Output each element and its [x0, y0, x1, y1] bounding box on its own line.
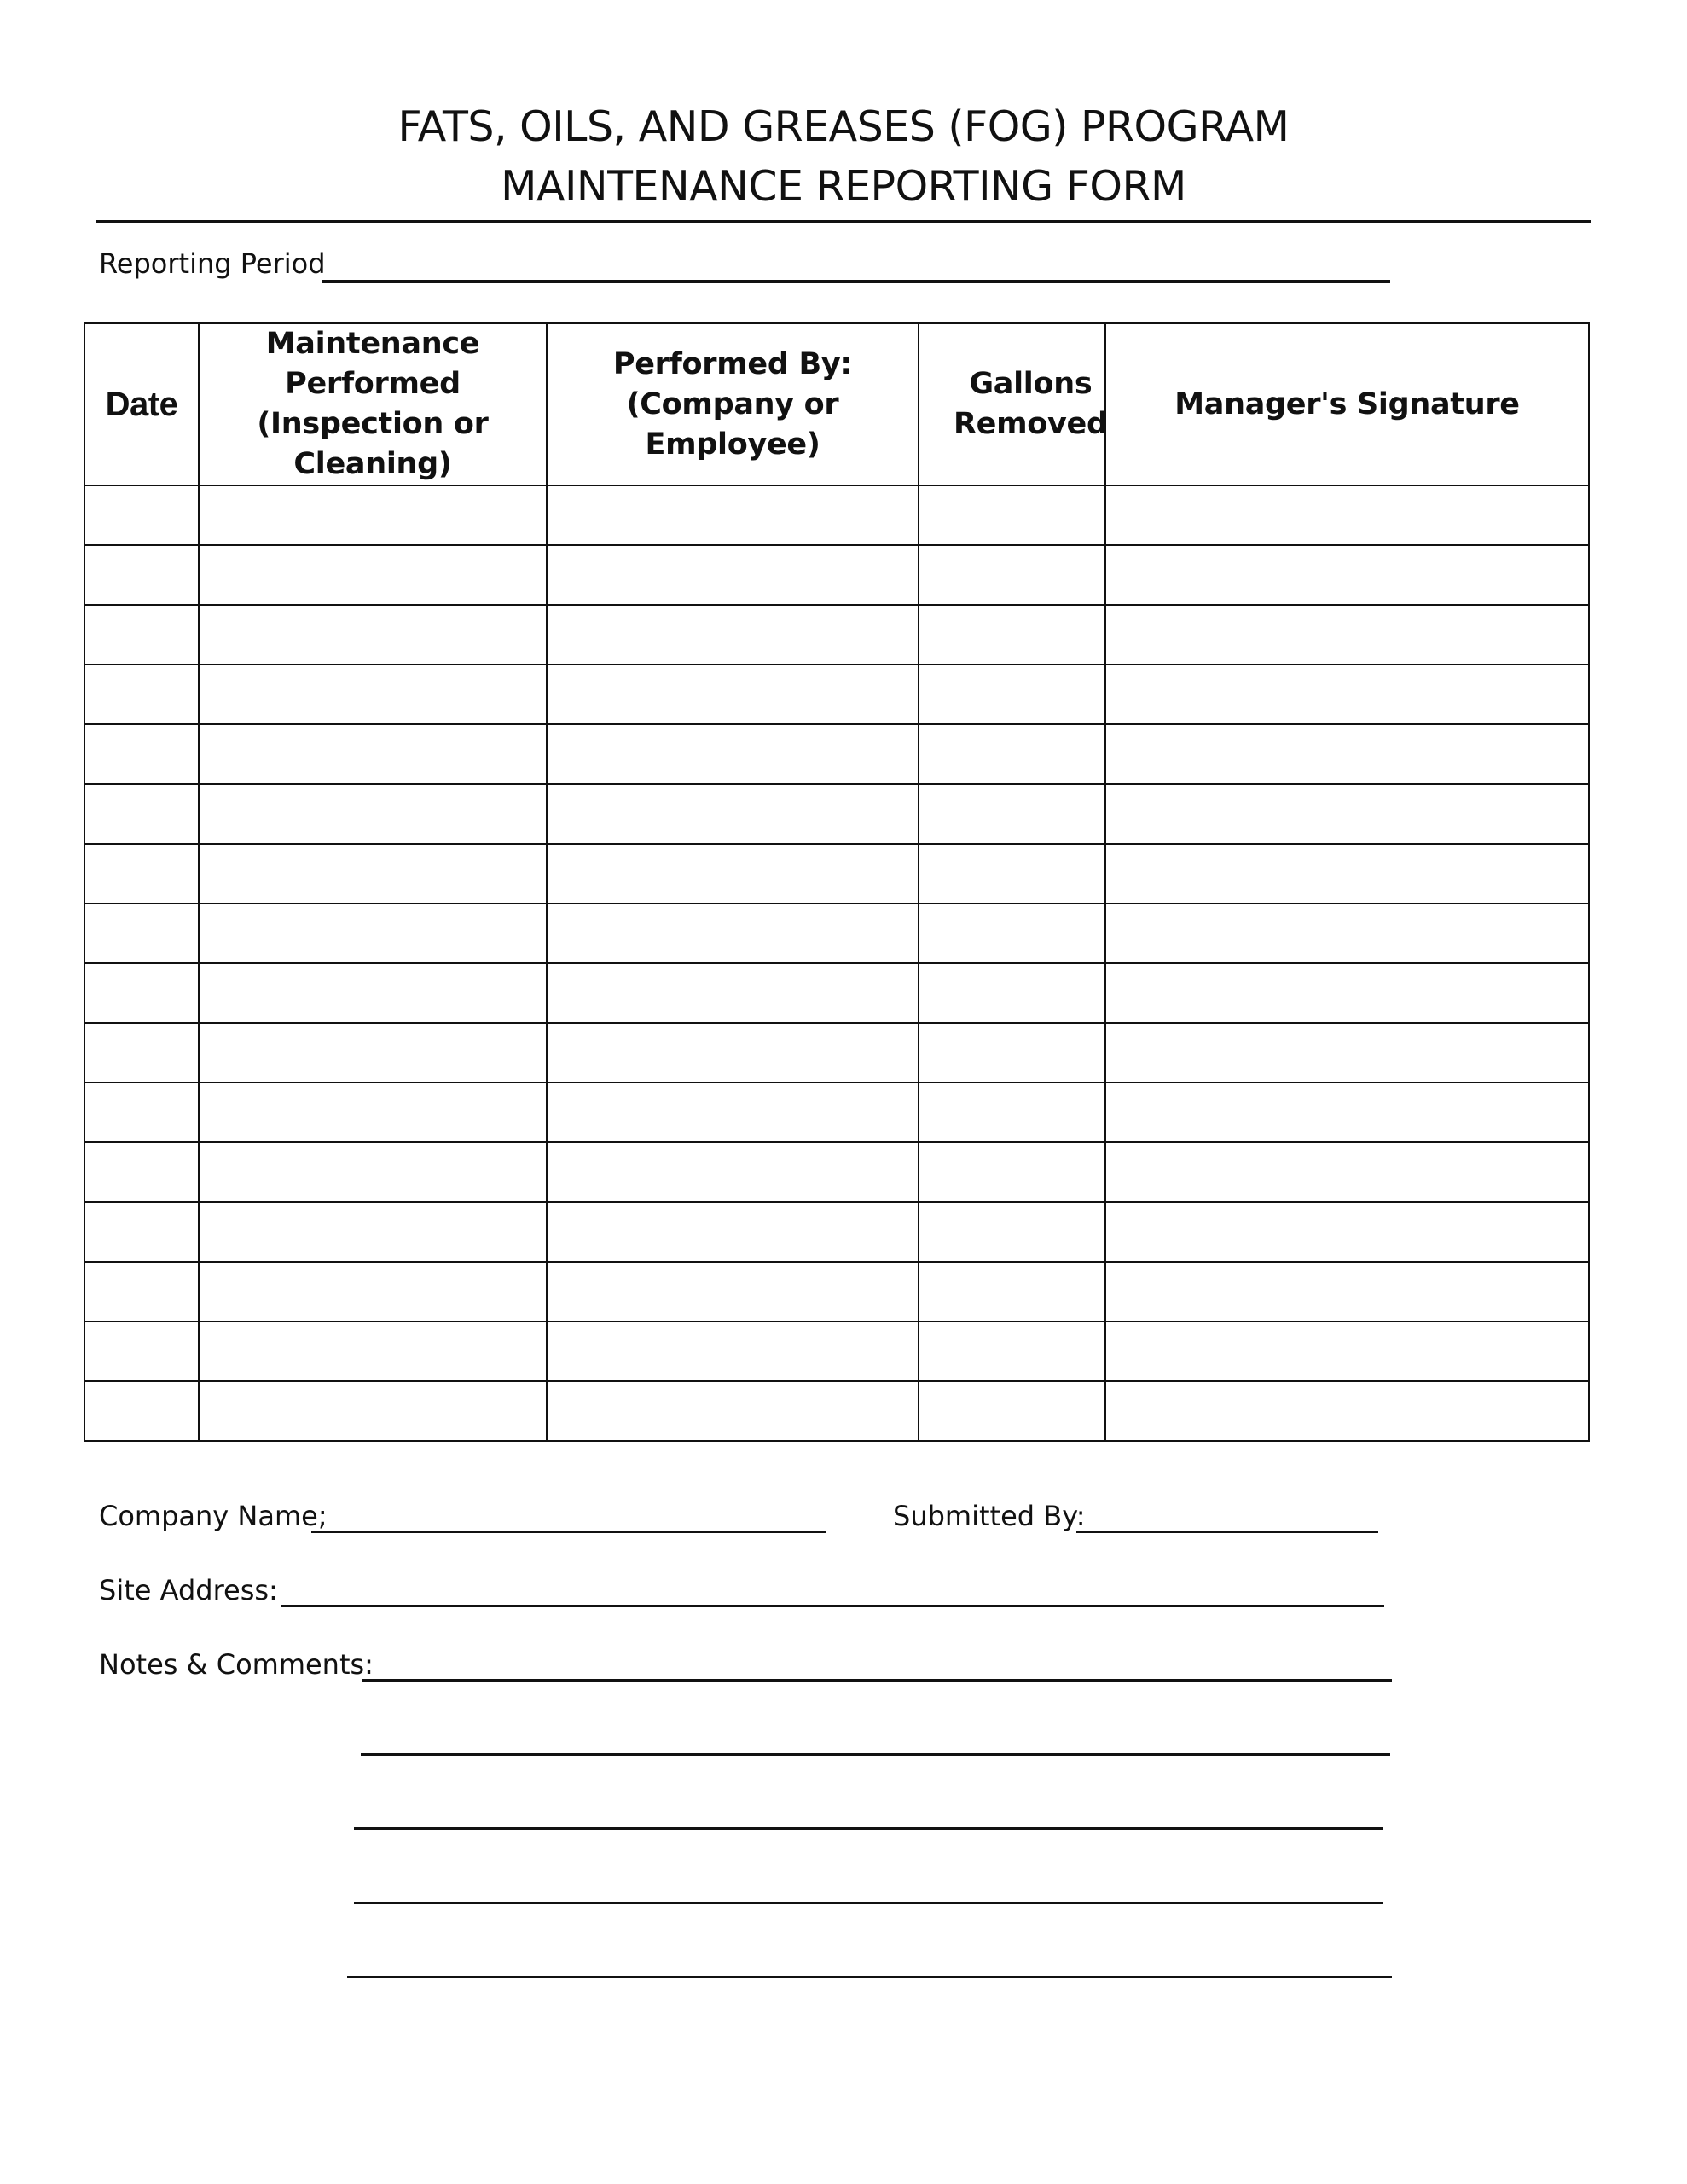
- cell-maintenance-performed[interactable]: [199, 485, 547, 545]
- cell-gallons-removed[interactable]: [919, 1381, 1105, 1441]
- cell-date[interactable]: [84, 724, 199, 784]
- cell-gallons-removed[interactable]: [919, 844, 1105, 903]
- reporting-period-field[interactable]: [322, 280, 1390, 283]
- notes-line-4[interactable]: [354, 1902, 1383, 1904]
- cell-gallons-removed[interactable]: [919, 1262, 1105, 1321]
- cell-date[interactable]: [84, 844, 199, 903]
- cell-gallons-removed[interactable]: [919, 545, 1105, 605]
- cell-maintenance-performed[interactable]: [199, 1321, 547, 1381]
- column-header-date: Date: [84, 323, 199, 485]
- cell-maintenance-performed[interactable]: [199, 605, 547, 665]
- cell-performed-by[interactable]: [547, 844, 919, 903]
- cell-maintenance-performed[interactable]: [199, 724, 547, 784]
- cell-maintenance-performed[interactable]: [199, 1262, 547, 1321]
- table-header-row: [84, 323, 1589, 485]
- cell-date[interactable]: [84, 1142, 199, 1202]
- cell-date[interactable]: [84, 903, 199, 963]
- cell-managers-signature[interactable]: [1105, 1202, 1589, 1262]
- cell-gallons-removed[interactable]: [919, 903, 1105, 963]
- cell-date[interactable]: [84, 1023, 199, 1083]
- cell-performed-by[interactable]: [547, 1321, 919, 1381]
- cell-managers-signature[interactable]: [1105, 844, 1589, 903]
- notes-line-5[interactable]: [347, 1976, 1392, 1978]
- cell-performed-by[interactable]: [547, 545, 919, 605]
- cell-managers-signature[interactable]: [1105, 545, 1589, 605]
- cell-date[interactable]: [84, 1321, 199, 1381]
- cell-date[interactable]: [84, 963, 199, 1023]
- notes-comments-label: Notes & Comments:: [99, 1648, 374, 1681]
- table-row: [84, 605, 1589, 665]
- cell-maintenance-performed[interactable]: [199, 903, 547, 963]
- column-header-performed-by: Performed By: (Company or Employee): [547, 323, 919, 485]
- cell-managers-signature[interactable]: [1105, 1083, 1589, 1142]
- column-header-maintenance-performed: Maintenance Performed (Inspection or Cleaning): [199, 323, 547, 485]
- cell-maintenance-performed[interactable]: [199, 963, 547, 1023]
- cell-performed-by[interactable]: [547, 724, 919, 784]
- cell-maintenance-performed[interactable]: [199, 1202, 547, 1262]
- cell-maintenance-performed[interactable]: [199, 1142, 547, 1202]
- cell-gallons-removed[interactable]: [919, 665, 1105, 724]
- cell-gallons-removed[interactable]: [919, 1321, 1105, 1381]
- cell-performed-by[interactable]: [547, 1083, 919, 1142]
- cell-managers-signature[interactable]: [1105, 665, 1589, 724]
- submitted-by-field[interactable]: [1076, 1531, 1378, 1533]
- table-row: [84, 1142, 1589, 1202]
- cell-managers-signature[interactable]: [1105, 724, 1589, 784]
- table-row: [84, 963, 1589, 1023]
- company-name-label: Company Name;: [99, 1500, 328, 1532]
- cell-gallons-removed[interactable]: [919, 963, 1105, 1023]
- cell-gallons-removed[interactable]: [919, 784, 1105, 844]
- cell-gallons-removed[interactable]: [919, 605, 1105, 665]
- table-row: [84, 1381, 1589, 1441]
- table-row: [84, 545, 1589, 605]
- cell-gallons-removed[interactable]: [919, 1083, 1105, 1142]
- cell-date[interactable]: [84, 545, 199, 605]
- cell-maintenance-performed[interactable]: [199, 665, 547, 724]
- cell-performed-by[interactable]: [547, 1142, 919, 1202]
- cell-maintenance-performed[interactable]: [199, 545, 547, 605]
- maintenance-log-table: [84, 322, 1590, 1442]
- company-name-field[interactable]: [311, 1531, 826, 1533]
- cell-managers-signature[interactable]: [1105, 963, 1589, 1023]
- table-row: [84, 784, 1589, 844]
- cell-performed-by[interactable]: [547, 963, 919, 1023]
- column-header-managers-signature: Manager's Signature: [1105, 323, 1589, 485]
- cell-gallons-removed[interactable]: [919, 1023, 1105, 1083]
- form-title-line-2: MAINTENANCE REPORTING FORM: [501, 162, 1186, 211]
- notes-line-1[interactable]: [362, 1679, 1392, 1682]
- cell-performed-by[interactable]: [547, 784, 919, 844]
- cell-date[interactable]: [84, 1083, 199, 1142]
- cell-managers-signature[interactable]: [1105, 1023, 1589, 1083]
- cell-performed-by[interactable]: [547, 1202, 919, 1262]
- cell-date[interactable]: [84, 784, 199, 844]
- cell-performed-by[interactable]: [547, 665, 919, 724]
- cell-maintenance-performed[interactable]: [199, 844, 547, 903]
- cell-performed-by[interactable]: [547, 1381, 919, 1441]
- cell-managers-signature[interactable]: [1105, 903, 1589, 963]
- cell-performed-by[interactable]: [547, 1262, 919, 1321]
- cell-maintenance-performed[interactable]: [199, 1083, 547, 1142]
- site-address-field[interactable]: [281, 1605, 1384, 1607]
- site-address-label: Site Address:: [99, 1574, 278, 1606]
- cell-date[interactable]: [84, 1381, 199, 1441]
- cell-maintenance-performed[interactable]: [199, 784, 547, 844]
- cell-maintenance-performed[interactable]: [199, 1023, 547, 1083]
- cell-gallons-removed[interactable]: [919, 1202, 1105, 1262]
- table-row: [84, 724, 1589, 784]
- cell-date[interactable]: [84, 485, 199, 545]
- cell-date[interactable]: [84, 1202, 199, 1262]
- table-row: [84, 903, 1589, 963]
- maintenance-log-body: [84, 485, 1589, 1441]
- cell-managers-signature[interactable]: [1105, 784, 1589, 844]
- cell-performed-by[interactable]: [547, 485, 919, 545]
- table-row: [84, 1023, 1589, 1083]
- title-divider: [96, 220, 1591, 223]
- table-row: [84, 485, 1589, 545]
- cell-managers-signature[interactable]: [1105, 485, 1589, 545]
- cell-gallons-removed[interactable]: [919, 724, 1105, 784]
- cell-managers-signature[interactable]: [1105, 1142, 1589, 1202]
- form-title-line-1: FATS, OILS, AND GREASES (FOG) PROGRAM: [397, 102, 1290, 151]
- cell-date[interactable]: [84, 1262, 199, 1321]
- cell-performed-by[interactable]: [547, 605, 919, 665]
- cell-gallons-removed[interactable]: [919, 485, 1105, 545]
- table-row: [84, 1321, 1589, 1381]
- notes-line-3[interactable]: [354, 1827, 1383, 1830]
- cell-managers-signature[interactable]: [1105, 1262, 1589, 1321]
- cell-gallons-removed[interactable]: [919, 1142, 1105, 1202]
- cell-managers-signature[interactable]: [1105, 605, 1589, 665]
- cell-date[interactable]: [84, 605, 199, 665]
- reporting-period-label: Reporting Period: [99, 247, 326, 280]
- table-row: [84, 844, 1589, 903]
- cell-performed-by[interactable]: [547, 903, 919, 963]
- column-header-gallons-removed: Gallons Removed: [919, 323, 1105, 485]
- cell-date[interactable]: [84, 665, 199, 724]
- submitted-by-label: Submitted By:: [893, 1500, 1086, 1532]
- table-row: [84, 1202, 1589, 1262]
- notes-line-2[interactable]: [361, 1753, 1390, 1756]
- table-row: [84, 1262, 1589, 1321]
- cell-performed-by[interactable]: [547, 1023, 919, 1083]
- table-row: [84, 1083, 1589, 1142]
- cell-maintenance-performed[interactable]: [199, 1381, 547, 1441]
- table-row: [84, 665, 1589, 724]
- cell-managers-signature[interactable]: [1105, 1321, 1589, 1381]
- cell-managers-signature[interactable]: [1105, 1381, 1589, 1441]
